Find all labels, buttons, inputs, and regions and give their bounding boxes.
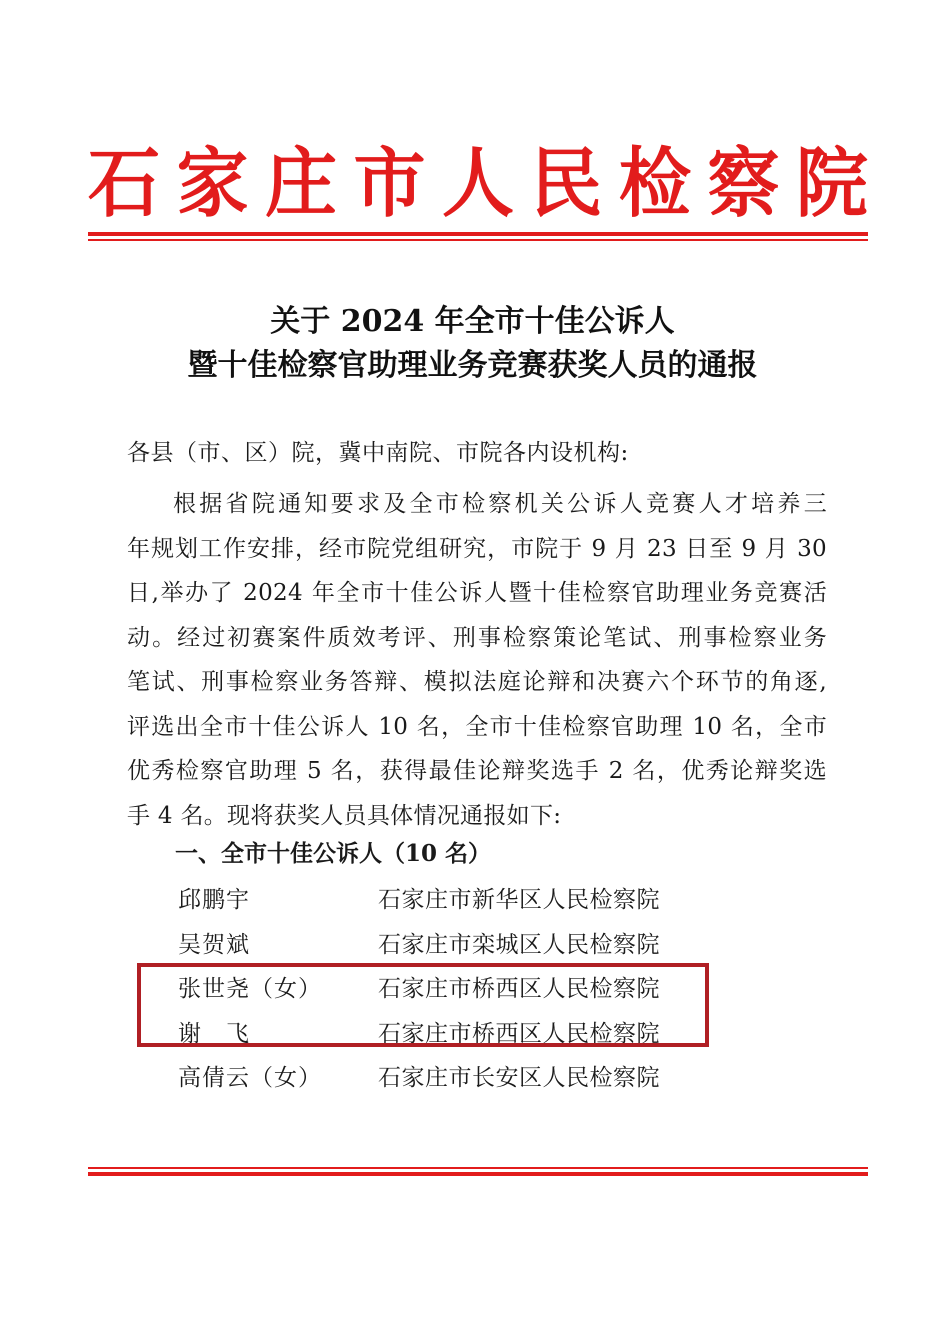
awardee-unit: 石家庄市栾城区人民检察院 bbox=[378, 931, 660, 958]
awardee-unit: 石家庄市新华区人民检察院 bbox=[378, 887, 660, 913]
body-line: 评选出全市十佳公诉人 10 名，全市十佳检察官助理 10 名，全市 bbox=[127, 713, 827, 740]
masthead-divider-thin bbox=[88, 239, 868, 241]
masthead-char: 家 bbox=[176, 137, 249, 228]
masthead-char: 检 bbox=[618, 137, 691, 228]
body-line: 动。经过初赛案件质效考评、刑事检察策论笔试、刑事检察业务 bbox=[127, 624, 827, 651]
body-line: 根据省院通知要求及全市检察机关公诉人竞赛人才培养三 bbox=[173, 491, 827, 517]
body-line: 年规划工作安排，经市院党组研究，市院于 9 月 23 日至 9 月 30 bbox=[127, 535, 827, 562]
awardee-row bbox=[178, 923, 738, 968]
awardee-name: 谢 飞 bbox=[178, 1020, 250, 1047]
body-line: 优秀检察官助理 5 名，获得最佳论辩奖选手 2 名，优秀论辩奖选 bbox=[127, 758, 827, 784]
masthead-char: 庄 bbox=[264, 137, 337, 228]
masthead-char: 人 bbox=[441, 137, 514, 228]
awardee-row bbox=[178, 1056, 738, 1101]
awardee-row bbox=[178, 878, 738, 923]
masthead-char: 石 bbox=[88, 137, 161, 228]
awardee-name: 邱鹏宇 bbox=[178, 887, 250, 913]
body-line: 手 4 名。现将获奖人员具体情况通报如下: bbox=[127, 802, 562, 829]
masthead-title bbox=[88, 136, 868, 231]
title-line-1: 关于 2024 年全市十佳公诉人 bbox=[270, 304, 675, 339]
awardee-name: 吴贺斌 bbox=[178, 931, 250, 958]
masthead-char: 民 bbox=[530, 137, 603, 228]
title-line-2: 暨十佳检察官助理业务竞赛获奖人员的通报 bbox=[187, 348, 758, 383]
masthead-char: 市 bbox=[353, 137, 426, 228]
footer-divider-thick bbox=[88, 1172, 868, 1176]
awardee-name: 高倩云（女） bbox=[178, 1065, 322, 1091]
awardee-unit: 石家庄市桥西区人民检察院 bbox=[378, 1020, 660, 1047]
footer-divider-thin bbox=[88, 1167, 868, 1169]
body-line: 笔试、刑事检察业务答辩、模拟法庭论辩和决赛六个环节的角逐, bbox=[127, 669, 827, 695]
awardee-unit: 石家庄市桥西区人民检察院 bbox=[378, 976, 660, 1002]
body-paragraph bbox=[127, 482, 827, 838]
section-heading: 一、全市十佳公诉人（10 名） bbox=[175, 840, 492, 867]
document-title bbox=[60, 300, 885, 388]
body-line: 日,举办了 2024 年全市十佳公诉人暨十佳检察官助理业务竞赛活 bbox=[127, 580, 827, 606]
highlight-annotation-box bbox=[137, 963, 709, 1047]
salutation: 各县（市、区）院，冀中南院、市院各内设机构: bbox=[127, 440, 629, 466]
awardee-unit: 石家庄市长安区人民检察院 bbox=[378, 1065, 660, 1091]
awardee-name: 张世尧（女） bbox=[178, 976, 322, 1002]
masthead-divider-thick bbox=[88, 232, 868, 236]
masthead-char: 院 bbox=[795, 137, 868, 228]
masthead-char: 察 bbox=[707, 137, 780, 228]
